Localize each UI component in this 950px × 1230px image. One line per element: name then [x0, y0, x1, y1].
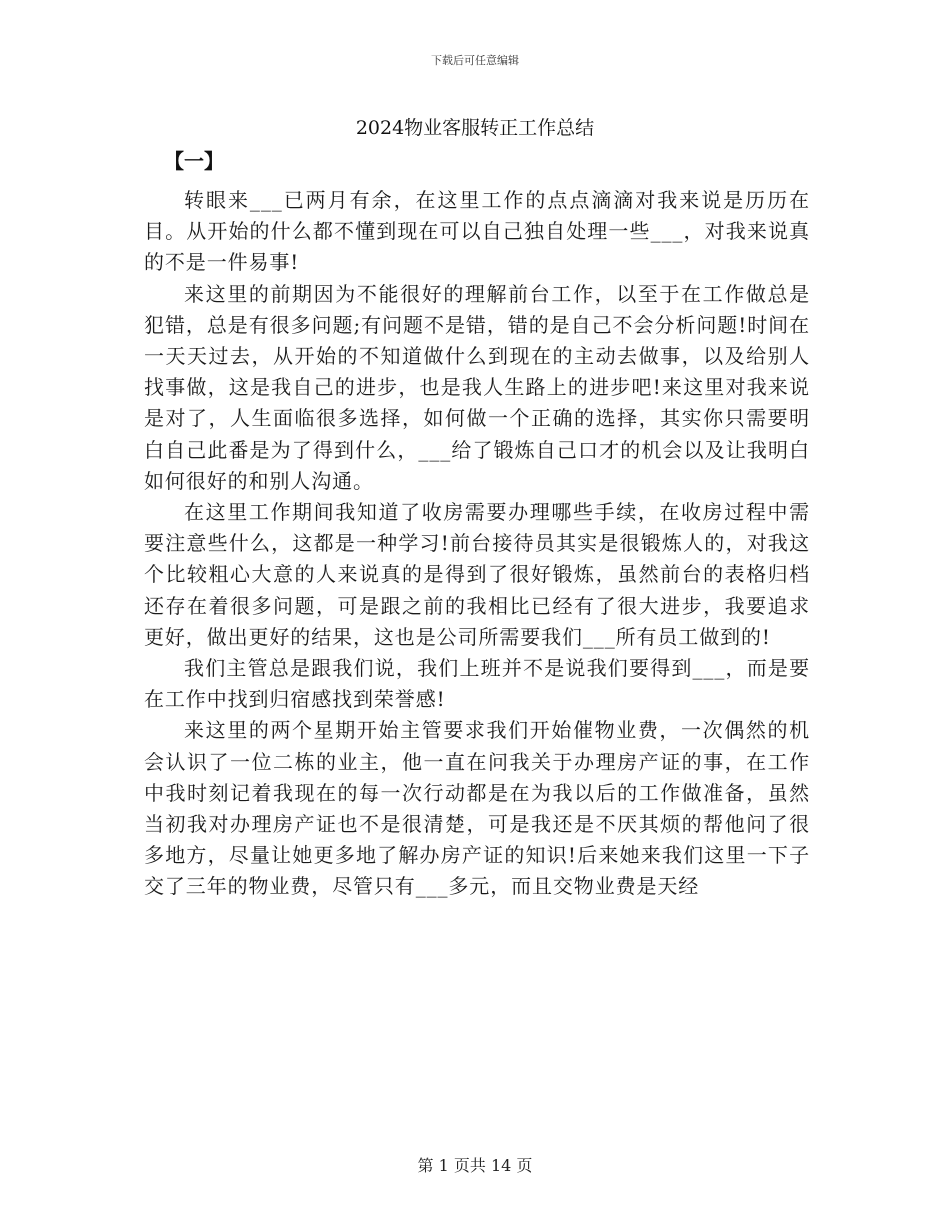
paragraph-3: 在这里工作期间我知道了收房需要办理哪些手续，在收房过程中需要注意些什么，这都是一种学习!前台接待员其实是很锻炼人的，对我这个比较粗心大意的人来说真的是得到了很好锻炼，虽然前台的表格归档还存在着很多问题，可是跟之前的我相比已经有了很大进步，我要追求更好，做出更好的结果，这也是公司所需要我们___所有员工做到的! [144, 500, 810, 649]
paragraph-5: 来这里的两个星期开始主管要求我们开始催物业费，一次偶然的机会认识了一位二栋的业主，他一直在问我关于办理房产证的事，在工作中我时刻记着我现在的每一次行动都是在为我以后的工作做准备，虽然当初我对办理房产证也不是很清楚，可是我还是不厌其烦的帮他问了很多地方，尽量让她更多地了解办房产证的知识!后来她来我们这里一下子交了三年的物业费，尽管只有___多元，而且交物业费是天经 [144, 718, 810, 899]
paragraph-2: 来这里的前期因为不能很好的理解前台工作，以至于在工作做总是犯错，总是有很多问题;有问题不是错，错的是自己不会分析问题!时间在一天天过去，从开始的不知道做什么到现在的主动去做事，以及给别人找事做，这是我自己的进步，也是我人生路上的进步吧!来这里对我来说是对了，人生面临很多选择，如何做一个正确的选择，其实你只需要明白自己此番是为了得到什么，___给了锻炼自己口才的机会以及让我明白如何很好的和别人沟通。 [144, 281, 810, 493]
paragraph-4: 我们主管总是跟我们说，我们上班并不是说我们要得到___，而是要在工作中找到归宿感找到荣誉感! [144, 656, 810, 712]
section-label: 【一】 [164, 149, 224, 173]
document-body [144, 185, 810, 903]
document-title: 2024物业客服转正工作总结 [355, 117, 595, 139]
page-number: 第 1 页共 14 页 [417, 1156, 533, 1175]
page-header-note: 下载后可任意编辑 [431, 54, 519, 67]
paragraph-1: 转眼来___已两月有余，在这里工作的点点滴滴对我来说是历历在目。从开始的什么都不懂到现在可以自己独自处理一些___，对我来说真的不是一件易事! [144, 188, 810, 275]
